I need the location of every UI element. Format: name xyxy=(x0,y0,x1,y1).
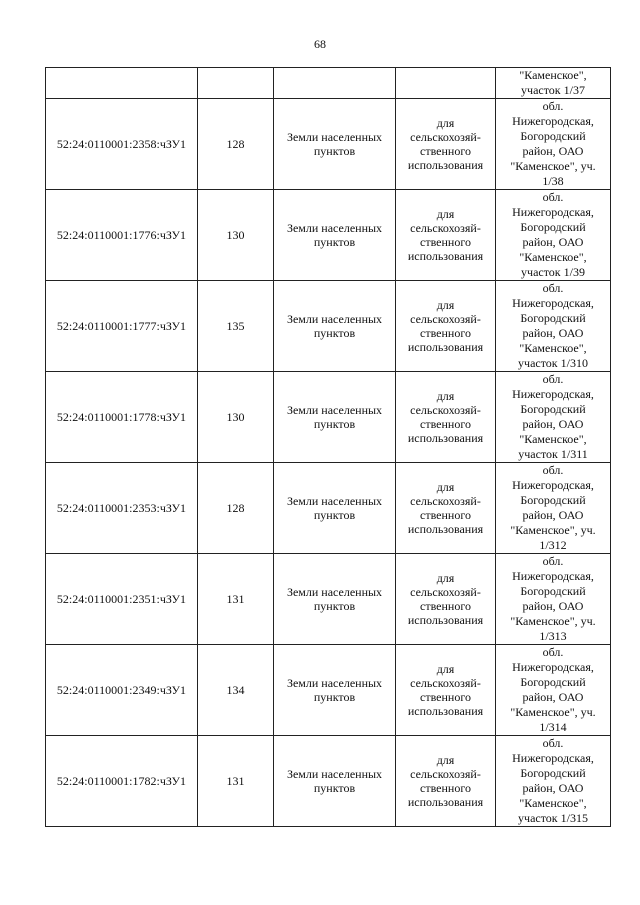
address-cell: обл. Нижегородская, Богородский район, ОАО "Каменское", участок 1/39 xyxy=(496,190,611,281)
cadastral-cell: 52:24:0110001:1777:чЗУ1 xyxy=(46,281,198,372)
table-row xyxy=(46,190,611,281)
cadastral-cell: 52:24:0110001:1776:чЗУ1 xyxy=(46,190,198,281)
land-plots-table xyxy=(45,67,611,827)
category-cell: Земли населенных пунктов xyxy=(274,736,396,827)
area-cell: 131 xyxy=(198,554,274,645)
address-cell: обл. Нижегородская, Богородский район, ОАО "Каменское", уч. 1/38 xyxy=(496,99,611,190)
use-cell: для сельскохозяй- ственного использования xyxy=(396,372,496,463)
cadastral-cell: 52:24:0110001:2351:чЗУ1 xyxy=(46,554,198,645)
use-cell xyxy=(396,68,496,99)
table-row xyxy=(46,736,611,827)
table-row xyxy=(46,645,611,736)
category-cell: Земли населенных пунктов xyxy=(274,190,396,281)
area-cell: 128 xyxy=(198,463,274,554)
use-cell: для сельскохозяй- ственного использования xyxy=(396,645,496,736)
category-cell xyxy=(274,68,396,99)
cadastral-cell xyxy=(46,68,198,99)
use-cell: для сельскохозяй- ственного использования xyxy=(396,190,496,281)
use-cell: для сельскохозяй- ственного использования xyxy=(396,281,496,372)
cadastral-cell: 52:24:0110001:2349:чЗУ1 xyxy=(46,645,198,736)
address-cell: обл. Нижегородская, Богородский район, ОАО "Каменское", уч. 1/314 xyxy=(496,645,611,736)
cadastral-cell: 52:24:0110001:1782:чЗУ1 xyxy=(46,736,198,827)
area-cell: 130 xyxy=(198,372,274,463)
category-cell: Земли населенных пунктов xyxy=(274,372,396,463)
address-cell: обл. Нижегородская, Богородский район, ОАО "Каменское", участок 1/310 xyxy=(496,281,611,372)
area-cell xyxy=(198,68,274,99)
address-cell: обл. Нижегородская, Богородский район, ОАО "Каменское", участок 1/315 xyxy=(496,736,611,827)
table-row xyxy=(46,281,611,372)
address-cell: обл. Нижегородская, Богородский район, ОАО "Каменское", уч. 1/312 xyxy=(496,463,611,554)
table-row xyxy=(46,463,611,554)
use-cell: для сельскохозяй- ственного использования xyxy=(396,736,496,827)
use-cell: для сельскохозяй- ственного использования xyxy=(396,99,496,190)
area-cell: 130 xyxy=(198,190,274,281)
use-cell: для сельскохозяй- ственного использования xyxy=(396,463,496,554)
category-cell: Земли населенных пунктов xyxy=(274,463,396,554)
area-cell: 135 xyxy=(198,281,274,372)
category-cell: Земли населенных пунктов xyxy=(274,645,396,736)
category-cell: Земли населенных пунктов xyxy=(274,99,396,190)
address-cell: "Каменское", участок 1/37 xyxy=(496,68,611,99)
table-row xyxy=(46,372,611,463)
category-cell: Земли населенных пунктов xyxy=(274,554,396,645)
area-cell: 128 xyxy=(198,99,274,190)
address-cell: обл. Нижегородская, Богородский район, ОАО "Каменское", уч. 1/313 xyxy=(496,554,611,645)
area-cell: 131 xyxy=(198,736,274,827)
use-cell: для сельскохозяй- ственного использования xyxy=(396,554,496,645)
category-cell: Земли населенных пунктов xyxy=(274,281,396,372)
address-cell: обл. Нижегородская, Богородский район, ОАО "Каменское", участок 1/311 xyxy=(496,372,611,463)
page-number: 68 xyxy=(314,37,326,51)
table-row-continuation xyxy=(46,68,611,99)
table-row xyxy=(46,99,611,190)
cadastral-cell: 52:24:0110001:2353:чЗУ1 xyxy=(46,463,198,554)
table-row xyxy=(46,554,611,645)
cadastral-cell: 52:24:0110001:1778:чЗУ1 xyxy=(46,372,198,463)
area-cell: 134 xyxy=(198,645,274,736)
cadastral-cell: 52:24:0110001:2358:чЗУ1 xyxy=(46,99,198,190)
